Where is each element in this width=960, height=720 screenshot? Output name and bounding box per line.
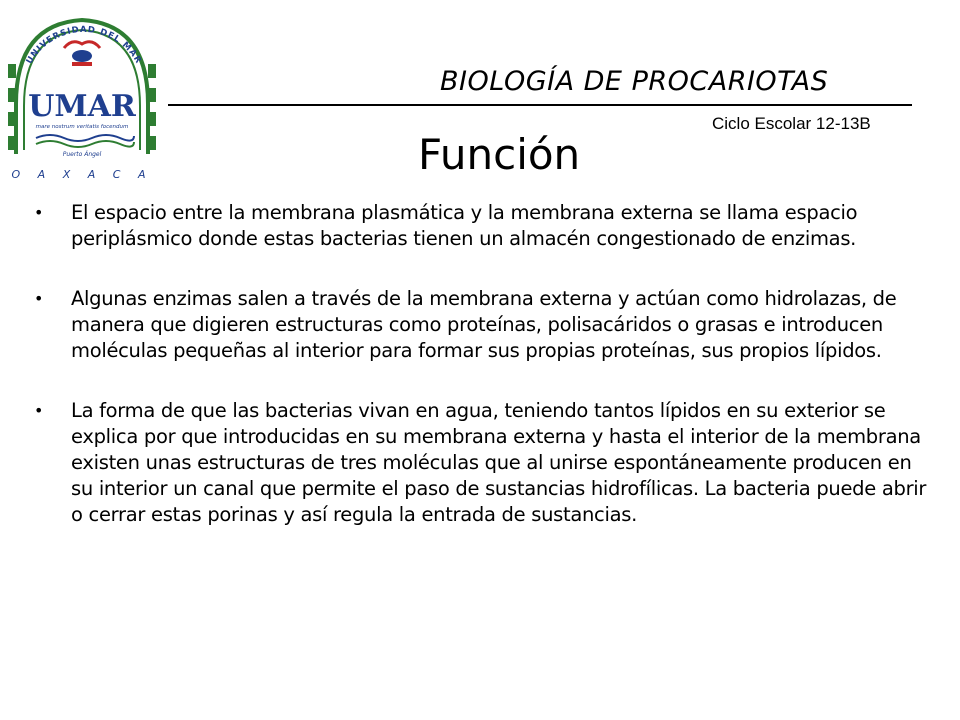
logo-campus: Puerto Ángel — [62, 151, 102, 158]
logo-university-name: UNIVERSIDAD DEL MAR — [24, 24, 144, 66]
slide-title: Función — [418, 130, 581, 179]
bullet-text: El espacio entre la membrana plasmática y la membrana externa se llama espacio periplásmico donde estas bacterias tienen un almacén congestionado de enzimas. — [71, 201, 858, 250]
emblem-icon — [64, 42, 100, 66]
bullet-item — [34, 398, 934, 528]
bullet-item — [34, 200, 934, 252]
university-logo — [2, 4, 162, 184]
bullet-text: La forma de que las bacterias vivan en agua, teniendo tantos lípidos en su exterior se explica por que introducidas en su membrana externa y hasta el interior de la membrana existen unas estructuras de tres moléculas que al unirse espontáneamente producen en su interior un canal que permite el paso de sustancias hidrofílicas. La bacteria puede abrir o cerrar estas porinas y así regula la entrada de sustancias. — [71, 399, 927, 526]
bullet-icon: • — [34, 203, 44, 222]
header-divider — [168, 104, 912, 106]
logo-motto: mare nostrum veritatis focendum — [35, 124, 129, 130]
logo-initials: UMAR — [28, 89, 136, 124]
bullet-text: Algunas enzimas salen a través de la membrana externa y actúan como hidrolazas, de manera que digieren estructuras como proteínas, polisacáridos o grasas e introducen moléculas pequeñas al interior para formar sus propias proteínas, sus propios lípidos. — [71, 287, 897, 362]
bullet-icon: • — [34, 401, 44, 420]
bullet-item — [34, 286, 934, 364]
bullet-icon: • — [34, 289, 44, 308]
bullet-list — [34, 200, 934, 562]
school-cycle: Ciclo Escolar 12-13B — [712, 114, 871, 133]
course-title: BIOLOGÍA DE PROCARIOTAS — [440, 66, 829, 97]
logo-state: O A X A C A — [11, 168, 153, 181]
